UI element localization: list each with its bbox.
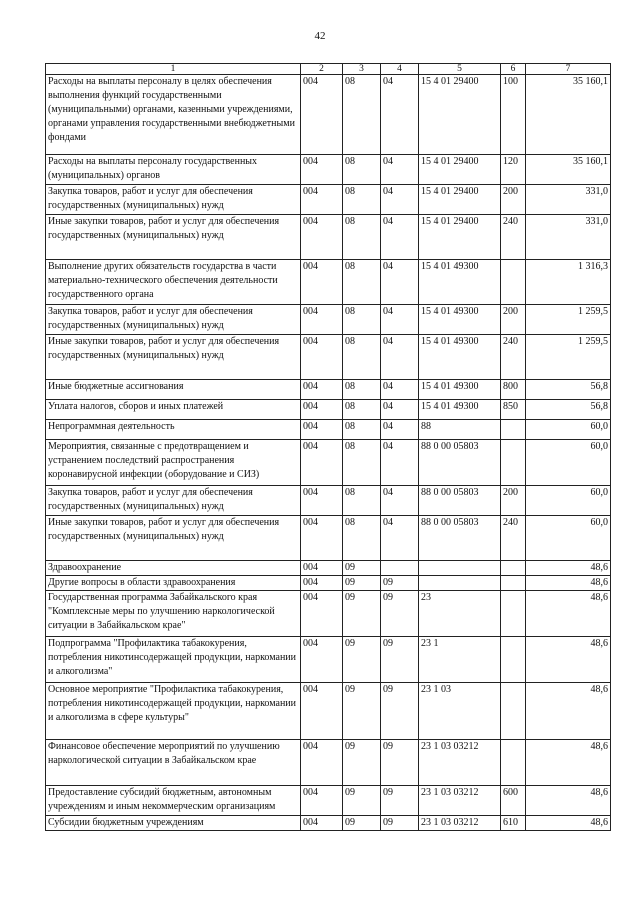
section-code: 09: [343, 561, 381, 576]
target-article-code: 23 1 03 03212: [419, 816, 501, 831]
amount: 48,6: [526, 786, 611, 816]
section-code: 08: [343, 260, 381, 305]
column-header: 3: [343, 64, 381, 75]
target-article-code: [419, 561, 501, 576]
expense-type-code: 240: [501, 516, 526, 561]
subsection-code: 04: [381, 486, 419, 516]
section-code: 08: [343, 380, 381, 400]
table-row: [46, 516, 611, 561]
expense-type-code: 610: [501, 816, 526, 831]
expense-type-code: [501, 591, 526, 637]
expense-type-code: 240: [501, 335, 526, 380]
amount: 1 316,3: [526, 260, 611, 305]
target-article-code: 15 4 01 49300: [419, 260, 501, 305]
grbs-code: 004: [301, 440, 343, 486]
subsection-code: 09: [381, 683, 419, 740]
grbs-code: 004: [301, 786, 343, 816]
section-code: 08: [343, 440, 381, 486]
section-code: 09: [343, 591, 381, 637]
grbs-code: 004: [301, 740, 343, 786]
expense-type-code: [501, 683, 526, 740]
table-row: [46, 215, 611, 260]
subsection-code: 04: [381, 215, 419, 260]
subsection-code: 04: [381, 516, 419, 561]
row-name: Закупка товаров, работ и услуг для обеспечения государственных (муниципальных) нужд: [46, 305, 301, 335]
row-name: Непрограммная деятельность: [46, 420, 301, 440]
expense-type-code: 100: [501, 75, 526, 155]
target-article-code: 15 4 01 49300: [419, 380, 501, 400]
section-code: 08: [343, 486, 381, 516]
target-article-code: 88: [419, 420, 501, 440]
amount: 48,6: [526, 561, 611, 576]
subsection-code: 04: [381, 305, 419, 335]
grbs-code: 004: [301, 816, 343, 831]
table-row: [46, 440, 611, 486]
grbs-code: 004: [301, 380, 343, 400]
table-row: [46, 305, 611, 335]
table-header-row: [46, 64, 611, 75]
subsection-code: 09: [381, 740, 419, 786]
target-article-code: 23 1 03: [419, 683, 501, 740]
table-row: [46, 486, 611, 516]
row-name: Предоставление субсидий бюджетным, автономным учреждениям и иным некоммерческим организациям: [46, 786, 301, 816]
section-code: 09: [343, 683, 381, 740]
grbs-code: 004: [301, 683, 343, 740]
expense-type-code: 200: [501, 486, 526, 516]
row-name: Субсидии бюджетным учреждениям: [46, 816, 301, 831]
grbs-code: 004: [301, 400, 343, 420]
subsection-code: 09: [381, 786, 419, 816]
row-name: Расходы на выплаты персоналу государственных (муниципальных) органов: [46, 155, 301, 185]
table-row: [46, 786, 611, 816]
expense-type-code: 200: [501, 305, 526, 335]
expense-type-code: [501, 740, 526, 786]
section-code: 08: [343, 400, 381, 420]
column-header: 1: [46, 64, 301, 75]
amount: 48,6: [526, 816, 611, 831]
amount: 60,0: [526, 486, 611, 516]
amount: 56,8: [526, 400, 611, 420]
table-row: [46, 335, 611, 380]
table-row: [46, 576, 611, 591]
subsection-code: 09: [381, 816, 419, 831]
expense-type-code: [501, 576, 526, 591]
section-code: 09: [343, 637, 381, 683]
section-code: 08: [343, 185, 381, 215]
expense-type-code: [501, 440, 526, 486]
expense-type-code: 120: [501, 155, 526, 185]
subsection-code: 09: [381, 591, 419, 637]
subsection-code: 04: [381, 400, 419, 420]
table-row: [46, 420, 611, 440]
target-article-code: 15 4 01 49300: [419, 305, 501, 335]
row-name: Выполнение других обязательств государства в части материально-технического обеспечения деятельности государственного органа: [46, 260, 301, 305]
row-name: Уплата налогов, сборов и иных платежей: [46, 400, 301, 420]
amount: 331,0: [526, 215, 611, 260]
column-header: 7: [526, 64, 611, 75]
section-code: 09: [343, 786, 381, 816]
subsection-code: [381, 561, 419, 576]
target-article-code: 88 0 00 05803: [419, 516, 501, 561]
table-row: [46, 380, 611, 400]
section-code: 09: [343, 740, 381, 786]
target-article-code: 15 4 01 29400: [419, 185, 501, 215]
section-code: 08: [343, 420, 381, 440]
grbs-code: 004: [301, 516, 343, 561]
expense-type-code: [501, 561, 526, 576]
budget-table: [45, 63, 611, 831]
grbs-code: 004: [301, 420, 343, 440]
target-article-code: [419, 576, 501, 591]
target-article-code: 23 1 03 03212: [419, 740, 501, 786]
section-code: 09: [343, 816, 381, 831]
grbs-code: 004: [301, 155, 343, 185]
grbs-code: 004: [301, 486, 343, 516]
amount: 1 259,5: [526, 335, 611, 380]
section-code: 08: [343, 516, 381, 561]
amount: 48,6: [526, 576, 611, 591]
subsection-code: 04: [381, 260, 419, 305]
expense-type-code: 600: [501, 786, 526, 816]
row-name: Здравоохранение: [46, 561, 301, 576]
amount: 48,6: [526, 740, 611, 786]
row-name: Иные закупки товаров, работ и услуг для обеспечения государственных (муниципальных) нужд: [46, 516, 301, 561]
grbs-code: 004: [301, 335, 343, 380]
subsection-code: 04: [381, 420, 419, 440]
row-name: Другие вопросы в области здравоохранения: [46, 576, 301, 591]
amount: 1 259,5: [526, 305, 611, 335]
table-row: [46, 185, 611, 215]
grbs-code: 004: [301, 576, 343, 591]
table-row: [46, 637, 611, 683]
section-code: 08: [343, 155, 381, 185]
subsection-code: 04: [381, 380, 419, 400]
expense-type-code: 240: [501, 215, 526, 260]
subsection-code: 04: [381, 335, 419, 380]
section-code: 09: [343, 576, 381, 591]
amount: 35 160,1: [526, 75, 611, 155]
subsection-code: 09: [381, 637, 419, 683]
amount: 60,0: [526, 440, 611, 486]
column-header: 6: [501, 64, 526, 75]
subsection-code: 04: [381, 75, 419, 155]
row-name: Расходы на выплаты персоналу в целях обеспечения выполнения функций государственными (муниципальными) органами, казенными учреждениями, органами управления государственными внебюджетными фондами: [46, 75, 301, 155]
row-name: Подпрограмма "Профилактика табакокурения, потребления никотинсодержащей продукции, наркомании и алкоголизма": [46, 637, 301, 683]
target-article-code: 88 0 00 05803: [419, 440, 501, 486]
amount: 331,0: [526, 185, 611, 215]
row-name: Мероприятия, связанные с предотвращением и устранением последствий распространения коронавирусной инфекции (оборудование и СИЗ): [46, 440, 301, 486]
amount: 56,8: [526, 380, 611, 400]
row-name: Закупка товаров, работ и услуг для обеспечения государственных (муниципальных) нужд: [46, 486, 301, 516]
target-article-code: 15 4 01 29400: [419, 215, 501, 260]
grbs-code: 004: [301, 561, 343, 576]
table-row: [46, 400, 611, 420]
table-row: [46, 561, 611, 576]
page-number: 42: [314, 30, 326, 42]
expense-type-code: [501, 420, 526, 440]
target-article-code: 23: [419, 591, 501, 637]
expense-type-code: [501, 637, 526, 683]
row-name: Иные закупки товаров, работ и услуг для обеспечения государственных (муниципальных) нужд: [46, 215, 301, 260]
table-row: [46, 740, 611, 786]
row-name: Финансовое обеспечение мероприятий по улучшению наркологической ситуации в Забайкальском крае: [46, 740, 301, 786]
column-header: 4: [381, 64, 419, 75]
subsection-code: 04: [381, 185, 419, 215]
target-article-code: 15 4 01 29400: [419, 75, 501, 155]
column-header: 5: [419, 64, 501, 75]
amount: 35 160,1: [526, 155, 611, 185]
grbs-code: 004: [301, 185, 343, 215]
grbs-code: 004: [301, 637, 343, 683]
amount: 48,6: [526, 637, 611, 683]
section-code: 08: [343, 305, 381, 335]
row-name: Иные бюджетные ассигнования: [46, 380, 301, 400]
row-name: Основное мероприятие "Профилактика табакокурения, потребления никотинсодержащей продукции, наркомании и алкоголизма в сфере культуры": [46, 683, 301, 740]
row-name: Иные закупки товаров, работ и услуг для обеспечения государственных (муниципальных) нужд: [46, 335, 301, 380]
target-article-code: 23 1 03 03212: [419, 786, 501, 816]
table-row: [46, 591, 611, 637]
target-article-code: 15 4 01 29400: [419, 155, 501, 185]
grbs-code: 004: [301, 75, 343, 155]
target-article-code: 15 4 01 49300: [419, 335, 501, 380]
amount: 60,0: [526, 516, 611, 561]
expense-type-code: 850: [501, 400, 526, 420]
target-article-code: 88 0 00 05803: [419, 486, 501, 516]
target-article-code: 15 4 01 49300: [419, 400, 501, 420]
section-code: 08: [343, 335, 381, 380]
subsection-code: 09: [381, 576, 419, 591]
grbs-code: 004: [301, 260, 343, 305]
target-article-code: 23 1: [419, 637, 501, 683]
row-name: Государственная программа Забайкальского края "Комплексные меры по улучшению наркологической ситуации в Забайкальском крае": [46, 591, 301, 637]
table-row: [46, 155, 611, 185]
section-code: 08: [343, 215, 381, 260]
subsection-code: 04: [381, 155, 419, 185]
expense-type-code: 200: [501, 185, 526, 215]
table-row: [46, 816, 611, 831]
grbs-code: 004: [301, 591, 343, 637]
column-header: 2: [301, 64, 343, 75]
row-name: Закупка товаров, работ и услуг для обеспечения государственных (муниципальных) нужд: [46, 185, 301, 215]
amount: 48,6: [526, 683, 611, 740]
table-row: [46, 75, 611, 155]
amount: 60,0: [526, 420, 611, 440]
table-row: [46, 683, 611, 740]
grbs-code: 004: [301, 305, 343, 335]
amount: 48,6: [526, 591, 611, 637]
section-code: 08: [343, 75, 381, 155]
expense-type-code: 800: [501, 380, 526, 400]
grbs-code: 004: [301, 215, 343, 260]
table-row: [46, 260, 611, 305]
subsection-code: 04: [381, 440, 419, 486]
expense-type-code: [501, 260, 526, 305]
